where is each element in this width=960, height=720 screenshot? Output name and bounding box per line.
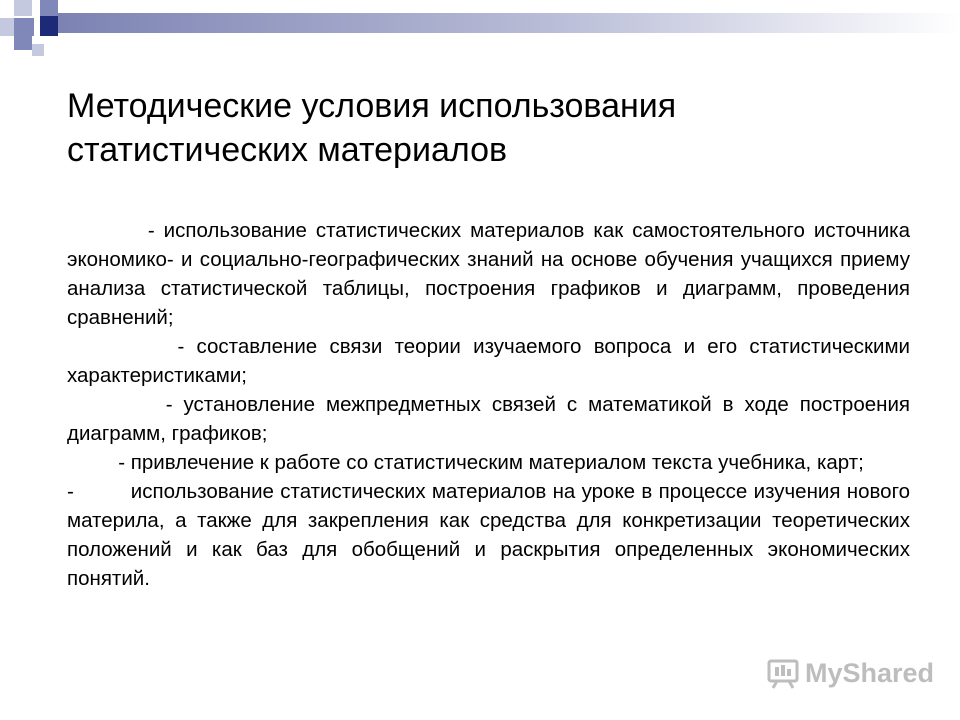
paragraph-text: - установление межпредметных связей с математикой в ходе построения диаграмм, графиков; <box>67 393 916 445</box>
paragraph-text: - использование статистических материалов как самостоятельного источника экономико- и социально-географических знаний на основе обучения учащихся приему анализа статистической таблицы, построения графиков и диаграмм, проведения сравнений; <box>67 219 916 329</box>
slide-title-line: Методические условия использования <box>67 87 677 125</box>
decorative-squares-header <box>0 0 960 60</box>
decor-square <box>40 0 58 16</box>
decor-square <box>14 36 32 50</box>
decor-square <box>14 0 32 16</box>
presentation-board-icon <box>766 656 800 690</box>
paragraph-text: - составление связи теории изучаемого вопроса и его статистическими характеристиками; <box>67 335 916 387</box>
paragraph-text: - привлечение к работе со статистическим материалом текста учебника, карт; <box>67 451 864 474</box>
decor-square <box>40 16 58 36</box>
decor-square <box>0 18 16 36</box>
header-gradient-bar <box>58 13 960 33</box>
slide-title <box>67 84 907 172</box>
slide-title-line: статистических материалов <box>67 131 508 169</box>
watermark <box>766 655 936 691</box>
decor-square <box>14 18 34 36</box>
slide-body <box>67 216 916 593</box>
decor-square <box>32 44 44 56</box>
paragraph <box>67 477 916 593</box>
paragraph <box>67 332 916 390</box>
paragraph <box>67 216 916 332</box>
paragraph <box>67 390 916 448</box>
watermark-text: MyShared <box>805 657 935 688</box>
paragraph-text: - использование статистических материалов на уроке в процессе изучения нового материла, а также для закрепления как средства для конкретизации теоретических положений и как баз для обобщений и раскрытия определенных экономических понятий. <box>67 480 916 590</box>
paragraph <box>67 448 910 477</box>
